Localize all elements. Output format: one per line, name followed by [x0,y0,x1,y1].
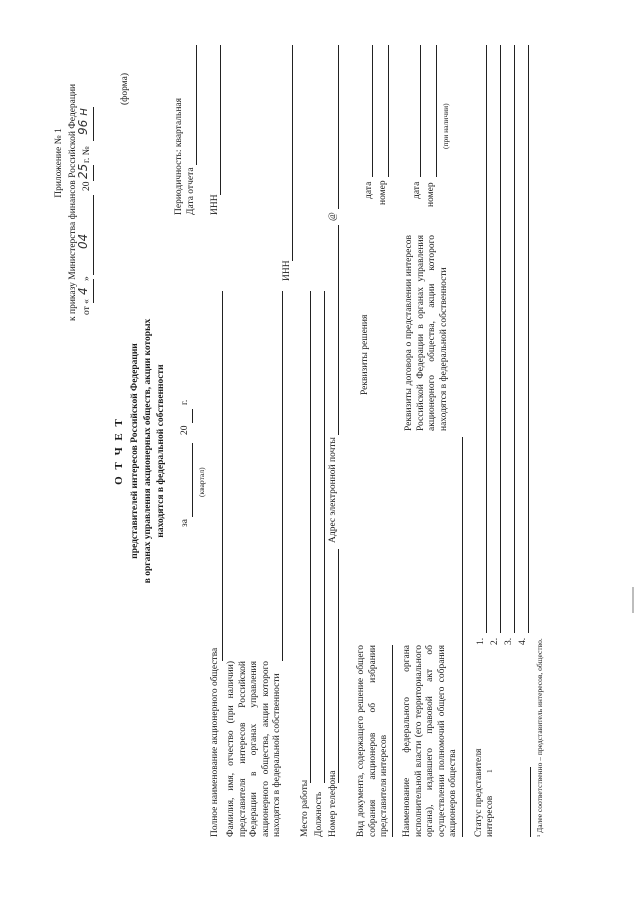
period-za: за [180,519,190,527]
status-label-text: Статус представителя интересов [474,748,495,837]
date-prefix: от « [82,299,92,315]
status-num-3: 3. [504,637,514,645]
company-name-line [222,291,223,661]
status-label [474,727,497,837]
authority-label: Наименование федерального органа исполнительной власти (его территориального органа), издавшего правовой акт об осуществлении полномочий общего собрания акционеров общества [402,645,459,837]
annex-order-line: к приказу Министерства финансов Российской Федерации [68,83,78,321]
phone-label: Номер телефона [328,770,338,837]
periodicity-label: Периодичность: квартальная [174,98,184,215]
inn-header-label: ИНН [210,194,220,215]
report-subtitle-3: находятся в федеральной собственности [156,364,166,538]
position-line [324,291,325,783]
inn-header-line [220,45,221,195]
status-footnote-ref: 1 [485,769,494,773]
email-line [338,225,339,435]
period-year-line [192,409,193,423]
period-quarter-line [192,443,193,517]
period-g: г. [180,399,190,405]
status-line-3 [514,45,515,633]
inn-label: ИНН [282,260,292,281]
status-num-2: 2. [490,637,500,645]
contract-number-line [436,45,437,177]
period-year: 20 [180,425,190,435]
report-subtitle-2: в органах управления акционерных обществ, акции которых [143,318,153,584]
authority-line [462,437,463,837]
decision-number-label: номер [378,180,388,205]
handwritten-number: 96 н [76,108,90,135]
if-any-hint: (при наличии) [441,103,450,149]
report-subtitle-1: представителей интересов Российской Федерации [130,343,140,559]
phone-line [338,549,339,783]
handwritten-year: 25 [76,163,90,179]
email-at: @ [328,212,338,221]
report-date-label: Дата отчета [186,167,196,215]
position-label: Должность [314,791,324,837]
contract-date-label: дата [412,181,422,199]
annex-title: Приложение № 1 [54,128,64,198]
report-title: О Т Ч Е Т [113,417,125,485]
company-name-label: Полное наименование акционерного общества [210,647,220,837]
status-num-1: 1. [476,637,486,645]
decision-doc-label: Вид документа, содержащего решение общего собрания акционеров об избрании представителя интересов [356,645,390,837]
status-line-2 [500,45,501,633]
footnote-text: ¹ Далее соответственно – представитель интересов, общество. [535,638,544,837]
decision-details-label: Реквизиты решения [360,314,370,395]
report-date-line [196,45,197,165]
form-mark: (форма) [120,72,130,105]
contract-details-label: Реквизиты договора о представлении интересов Российской Федерации в органах управления акционерного общества, акции которого находятся в федеральной собственности [404,235,449,431]
annex-date-line [76,55,94,315]
representative-fio-label: Фамилия, имя, отчество (при наличии) представителя интересов Российской Федерации в органах управления акционерного общества, акции которого находятся в федеральной собственности [226,661,283,837]
decision-date-line [372,45,373,177]
handwritten-day: 4 [76,287,90,295]
status-line-1 [486,45,487,633]
status-num-4: 4. [518,637,528,645]
handwritten-month: 04 [76,233,90,249]
decision-date-label: дата [364,181,374,199]
year-prefix: 20 [82,181,92,191]
contract-number-label: номер [426,182,436,207]
status-line-4 [528,45,529,633]
scan-artifact [632,587,634,613]
decision-doc-line [392,645,393,837]
footnote-separator [530,767,531,837]
kvartal-hint: (квартал) [197,467,206,497]
decision-number-line [388,45,389,177]
contract-date-line [420,45,421,177]
email-domain-line [338,45,339,209]
workplace-line [310,291,311,783]
email-label: Адрес электронной почты [328,437,338,543]
date-mid: » [82,276,92,281]
representative-fio-line [282,291,283,661]
workplace-label: Место работы [300,779,310,837]
inn-line [292,45,293,261]
number-prefix: г. № [82,146,92,163]
